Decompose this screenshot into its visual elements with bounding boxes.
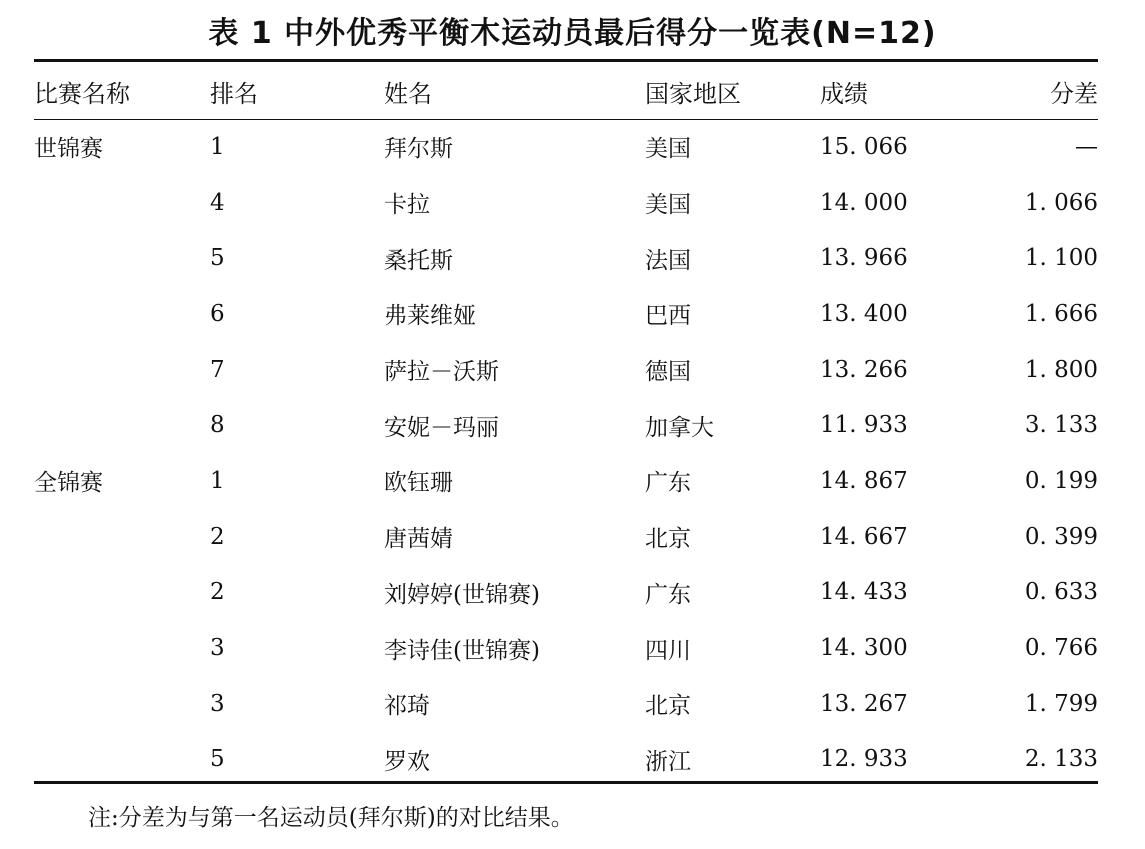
cell-name: 刘婷婷(世锦赛) bbox=[384, 581, 540, 608]
cell-rank: 1 bbox=[210, 133, 225, 160]
header-diff: 分差 bbox=[1050, 80, 1098, 108]
cell-rank: 7 bbox=[210, 356, 225, 383]
top-rule bbox=[34, 59, 1098, 62]
cell-region: 德国 bbox=[645, 359, 691, 386]
cell-name: 安妮－玛丽 bbox=[384, 414, 499, 441]
cell-region: 巴西 bbox=[645, 303, 691, 330]
cell-score: 13. 266 bbox=[820, 356, 908, 383]
cell-name: 祁琦 bbox=[384, 693, 430, 720]
cell-name: 卡拉 bbox=[384, 192, 430, 219]
cell-rank: 5 bbox=[210, 245, 225, 272]
cell-competition bbox=[34, 509, 210, 565]
cell-score: 14. 000 bbox=[820, 189, 908, 216]
table-row bbox=[34, 509, 1098, 565]
cell-score: 13. 267 bbox=[820, 690, 908, 717]
cell-rank: 1 bbox=[210, 467, 225, 494]
cell-competition bbox=[34, 732, 210, 788]
cell-name: 罗欢 bbox=[384, 748, 430, 775]
cell-diff: 3. 133 bbox=[1024, 412, 1098, 439]
cell-score: 13. 966 bbox=[820, 245, 908, 272]
cell-rank: 3 bbox=[210, 635, 225, 662]
table-row bbox=[34, 565, 1098, 621]
cell-competition: 世锦赛 bbox=[34, 136, 103, 163]
cell-competition bbox=[34, 676, 210, 732]
cell-competition bbox=[34, 175, 210, 231]
cell-score: 11. 933 bbox=[820, 412, 908, 439]
cell-region: 浙江 bbox=[645, 748, 691, 775]
cell-competition bbox=[34, 230, 210, 286]
table-row bbox=[34, 230, 1098, 286]
table-row bbox=[34, 175, 1098, 231]
header-row bbox=[34, 64, 1098, 119]
cell-diff: 1. 666 bbox=[1024, 300, 1098, 327]
cell-region: 广东 bbox=[645, 470, 691, 497]
cell-region: 法国 bbox=[645, 247, 691, 274]
cell-diff: 1. 799 bbox=[1024, 690, 1098, 717]
table-row bbox=[34, 119, 1098, 175]
scores-table bbox=[34, 64, 1098, 787]
cell-region: 北京 bbox=[645, 693, 691, 720]
cell-name: 桑托斯 bbox=[384, 247, 453, 274]
cell-score: 13. 400 bbox=[820, 300, 908, 327]
cell-score: 14. 867 bbox=[820, 467, 908, 494]
table-row bbox=[34, 342, 1098, 398]
cell-diff: 1. 800 bbox=[1024, 356, 1098, 383]
cell-diff: 1. 066 bbox=[1024, 189, 1098, 216]
cell-region: 广东 bbox=[645, 581, 691, 608]
table-title: 表 1 中外优秀平衡木运动员最后得分一览表(N=12) bbox=[208, 16, 937, 51]
cell-competition bbox=[34, 342, 210, 398]
header-competition: 比赛名称 bbox=[34, 80, 130, 108]
header-rank: 排名 bbox=[210, 80, 258, 108]
cell-name: 萨拉－沃斯 bbox=[384, 359, 499, 386]
cell-score: 14. 667 bbox=[820, 523, 908, 550]
cell-competition: 全锦赛 bbox=[34, 470, 103, 497]
cell-rank: 6 bbox=[210, 300, 225, 327]
table-note: 注:分差为与第一名运动员(拜尔斯)的对比结果。 bbox=[88, 805, 574, 831]
cell-name: 弗莱维娅 bbox=[384, 303, 476, 330]
cell-rank: 2 bbox=[210, 579, 225, 606]
cell-rank: 5 bbox=[210, 746, 225, 773]
cell-region: 四川 bbox=[645, 637, 691, 664]
header-region: 国家地区 bbox=[645, 80, 741, 108]
cell-diff: 0. 199 bbox=[1024, 467, 1098, 494]
cell-rank: 4 bbox=[210, 189, 225, 216]
cell-region: 美国 bbox=[645, 192, 691, 219]
cell-score: 14. 433 bbox=[820, 579, 908, 606]
cell-diff: 0. 633 bbox=[1024, 579, 1098, 606]
cell-rank: 8 bbox=[210, 412, 225, 439]
header-score: 成绩 bbox=[820, 80, 868, 108]
cell-diff: — bbox=[1075, 133, 1098, 160]
cell-score: 14. 300 bbox=[820, 635, 908, 662]
cell-diff: 0. 766 bbox=[1024, 635, 1098, 662]
cell-score: 15. 066 bbox=[820, 133, 908, 160]
cell-region: 北京 bbox=[645, 526, 691, 553]
table-body bbox=[34, 119, 1098, 787]
cell-region: 加拿大 bbox=[645, 414, 714, 441]
cell-diff: 1. 100 bbox=[1024, 245, 1098, 272]
cell-name: 欧钰珊 bbox=[384, 470, 453, 497]
cell-competition bbox=[34, 286, 210, 342]
cell-name: 拜尔斯 bbox=[384, 136, 453, 163]
cell-competition bbox=[34, 620, 210, 676]
table-row bbox=[34, 676, 1098, 732]
cell-rank: 2 bbox=[210, 523, 225, 550]
cell-diff: 2. 133 bbox=[1024, 746, 1098, 773]
table-row bbox=[34, 286, 1098, 342]
table-row bbox=[34, 453, 1098, 509]
table-row bbox=[34, 397, 1098, 453]
cell-competition bbox=[34, 397, 210, 453]
cell-diff: 0. 399 bbox=[1024, 523, 1098, 550]
cell-region: 美国 bbox=[645, 136, 691, 163]
header-name: 姓名 bbox=[384, 80, 432, 108]
cell-score: 12. 933 bbox=[820, 746, 908, 773]
table-row bbox=[34, 732, 1098, 788]
cell-name: 李诗佳(世锦赛) bbox=[384, 637, 540, 664]
cell-name: 唐茜婧 bbox=[384, 526, 453, 553]
cell-competition bbox=[34, 565, 210, 621]
cell-rank: 3 bbox=[210, 690, 225, 717]
table-row bbox=[34, 620, 1098, 676]
